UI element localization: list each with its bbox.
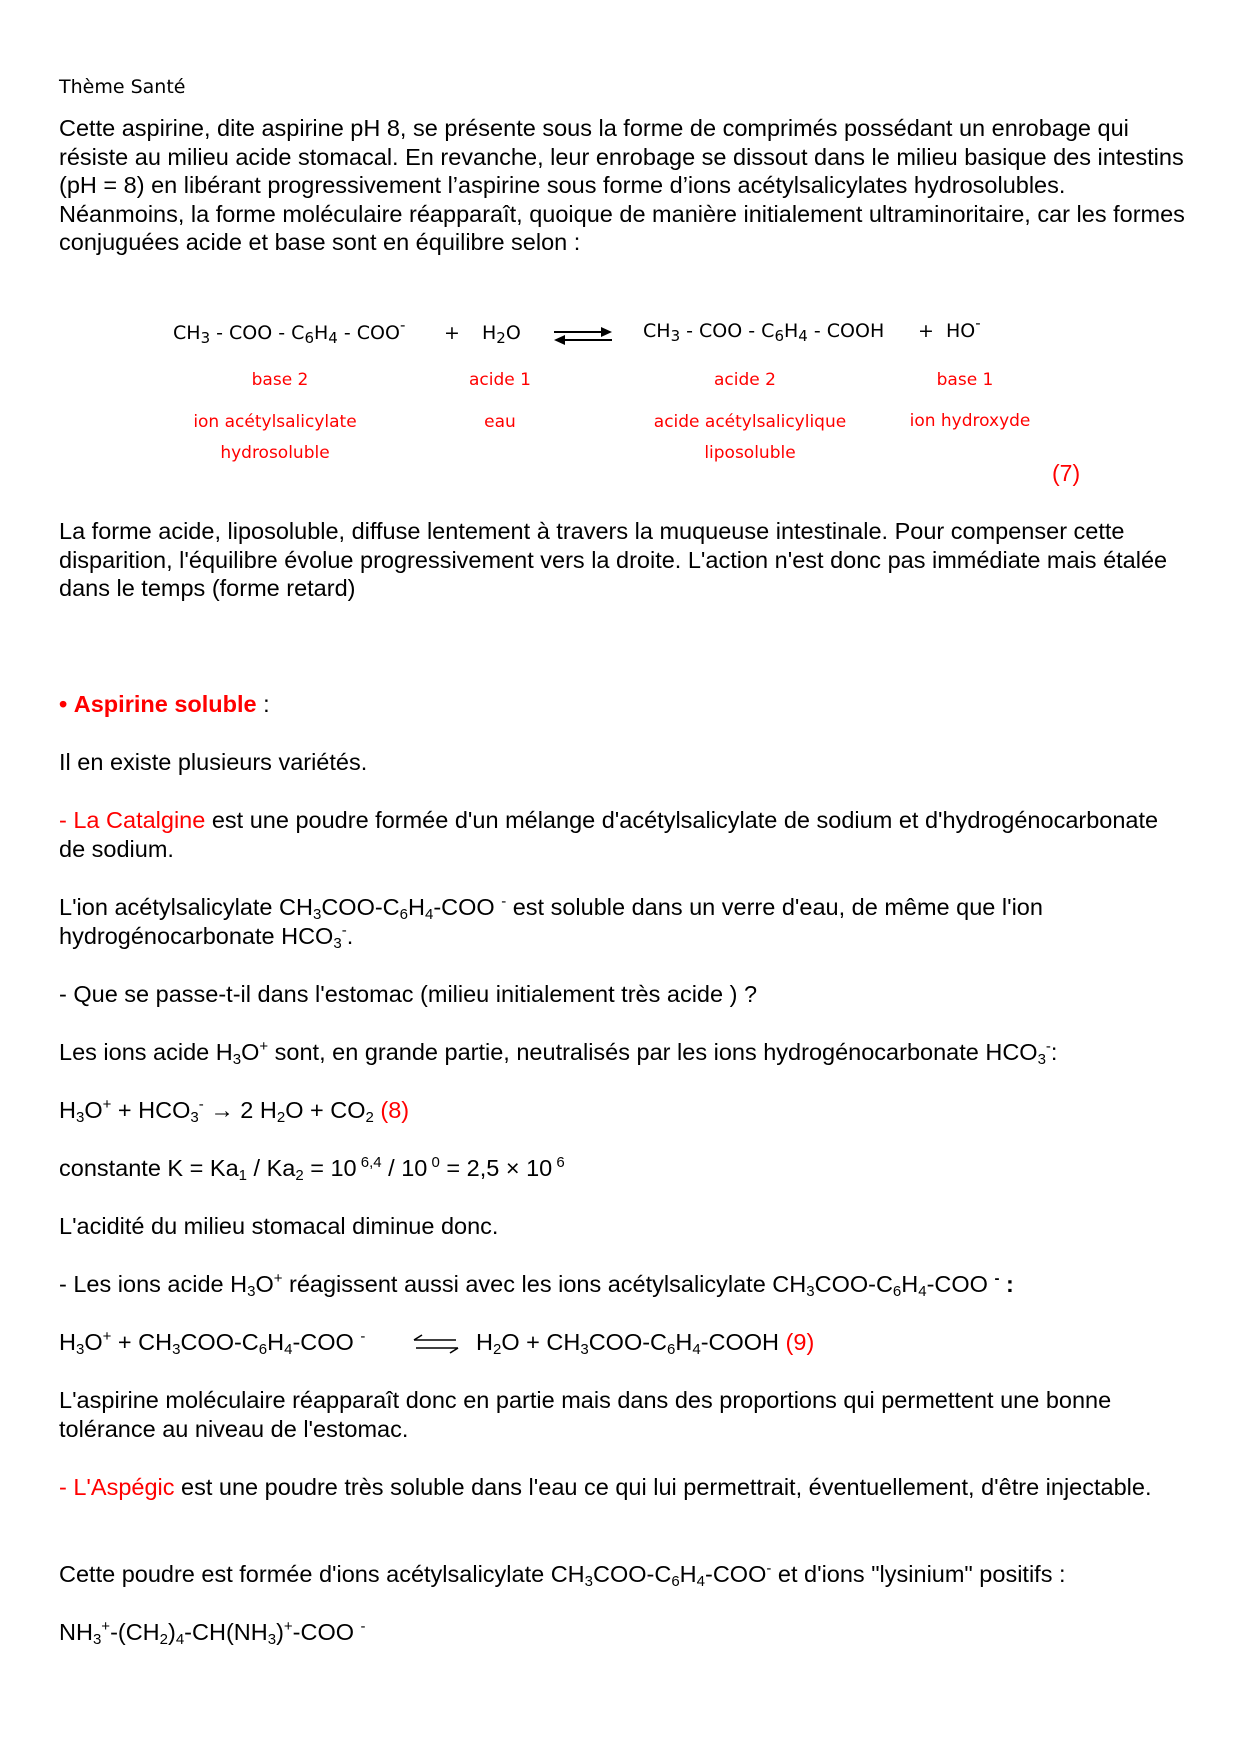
label-hydrosoluble: hydrosoluble: [220, 443, 330, 463]
label-acide-2: acide 2: [714, 370, 776, 390]
page-header: Thème Santé: [59, 76, 186, 98]
eq7-product-hydroxide: HO-: [946, 314, 981, 342]
label-ion-hydroxyde: ion hydroxyde: [909, 411, 1031, 431]
eq7-plus-2: +: [918, 320, 934, 342]
aspegic-paragraph: - L'Aspégic est une poudre très soluble dans l'eau ce qui lui permettrait, éventuellement, d'être injectable.: [59, 1474, 1152, 1500]
label-ion-acetylsalicylate: ion acétylsalicylate: [193, 412, 357, 432]
catalgine-paragraph: - La Catalgine est une poudre formée d'un mélange d'acétylsalicylate de sodium et d'hydrogénocarbonate de sodium.: [59, 807, 1159, 862]
label-acide-1: acide 1: [469, 370, 531, 390]
intro-paragraph: Cette aspirine, dite aspirine pH 8, se présente sous la forme de comprimés possédant un enrobage qui résiste au milieu acide stomacal. En revanche, leur enrobage se dissout dans le milieu basique des intestins (pH = 8) en libérant progressivement l’aspirine sous forme d’ions acétylsalicylates hydrosolubles. Néanmoins, la forme moléculaire réapparaît, quoique de manière initialement ultraminoritaire, car les formes conjuguées acide et base sont en équilibre selon :: [59, 115, 1185, 255]
varietes-paragraph: Il en existe plusieurs variétés.: [59, 749, 368, 775]
label-eau: eau: [484, 412, 516, 432]
ion-soluble-paragraph: L'ion acétylsalicylate $CH_3COO-C_6H_4$-COO - est soluble dans un verre d'eau, de même que l'ion hydrogénocarbonate $HCO_3^-$.: [59, 893, 1043, 952]
label-acide-acetylsalicylique: acide acétylsalicylique: [653, 412, 847, 432]
equation-9-left: $H_3O^+ + CH_3COO-C_6H_4-COO$ -: [59, 1328, 366, 1358]
equation-9-right: $H_2O$ + $CH_3COO-C_6H_4$-COOH (9): [476, 1329, 815, 1358]
poudre-paragraph: Cette poudre est formée d'ions acétylsalicylate $CH_3COO-C_6H_4-COO^-$ et d'ions "lysinium" positifs :: [59, 1560, 1066, 1590]
label-liposoluble: liposoluble: [704, 443, 796, 463]
bullet-icon: •: [59, 691, 68, 717]
eq7-plus-1: +: [444, 322, 460, 344]
equilibrium-arrow-icon: [552, 324, 614, 348]
eq7-reactant-water: $H_2O$: [482, 322, 521, 347]
neutralises-paragraph: Les ions acide $H_3O^+$ sont, en grande partie, neutralisés par les ions hydrogénocarbonate $HCO_3^-$:: [59, 1038, 1058, 1068]
label-base-2: base 2: [251, 370, 309, 390]
moleculaire-paragraph: L'aspirine moléculaire réapparaît donc en partie mais dans des proportions qui permettent une bonne tolérance au niveau de l'estomac.: [59, 1387, 1112, 1442]
eq7-reactant-acetylsalicylate: $CH_3$ - COO - $C_6H_4 - COO^-$: [173, 316, 406, 347]
lysinium-formula: $NH_3^+-(CH_2)_4-CH(NH_3)^+$-COO -: [59, 1618, 366, 1648]
question-paragraph: - Que se passe-t-il dans l'estomac (milieu initialement très acide ) ?: [59, 981, 758, 1007]
equation-8: $H_3O^+ + HCO_3^- \to 2$ $H_2O + CO_2$ (8): [59, 1096, 410, 1126]
acidite-paragraph: L'acidité du milieu stomacal diminue donc.: [59, 1213, 499, 1239]
forme-acide-paragraph: La forme acide, liposoluble, diffuse lentement à travers la muqueuse intestinale. Pour compenser cette disparition, l'équilibre évolue progressivement vers la droite. L'action n'est donc pas immédiate mais étalée dans le temps (forme retard): [59, 518, 1168, 601]
label-base-1: base 1: [936, 370, 994, 390]
section-heading-aspirine-soluble: • Aspirine soluble :: [59, 691, 270, 717]
eq7-product-acetylsalicylic-acid: $CH_3$ - COO - $C_6H_4$ - COOH: [643, 320, 885, 345]
equation-9-equilibrium-arrow-icon: [412, 1334, 460, 1354]
equation-number-7: (7): [1052, 460, 1081, 486]
reagissent-paragraph: - Les ions acide $H_3O^+$ réagissent aussi avec les ions acétylsalicylate $CH_3COO-C_6H_4$-COO - :: [59, 1270, 1014, 1300]
constante-line: constante $K = Ka_1 / Ka_2 = 10$ $^{6,4}$ / 10 $^0$ = 2,5 × 10 $^6$: [59, 1154, 565, 1184]
